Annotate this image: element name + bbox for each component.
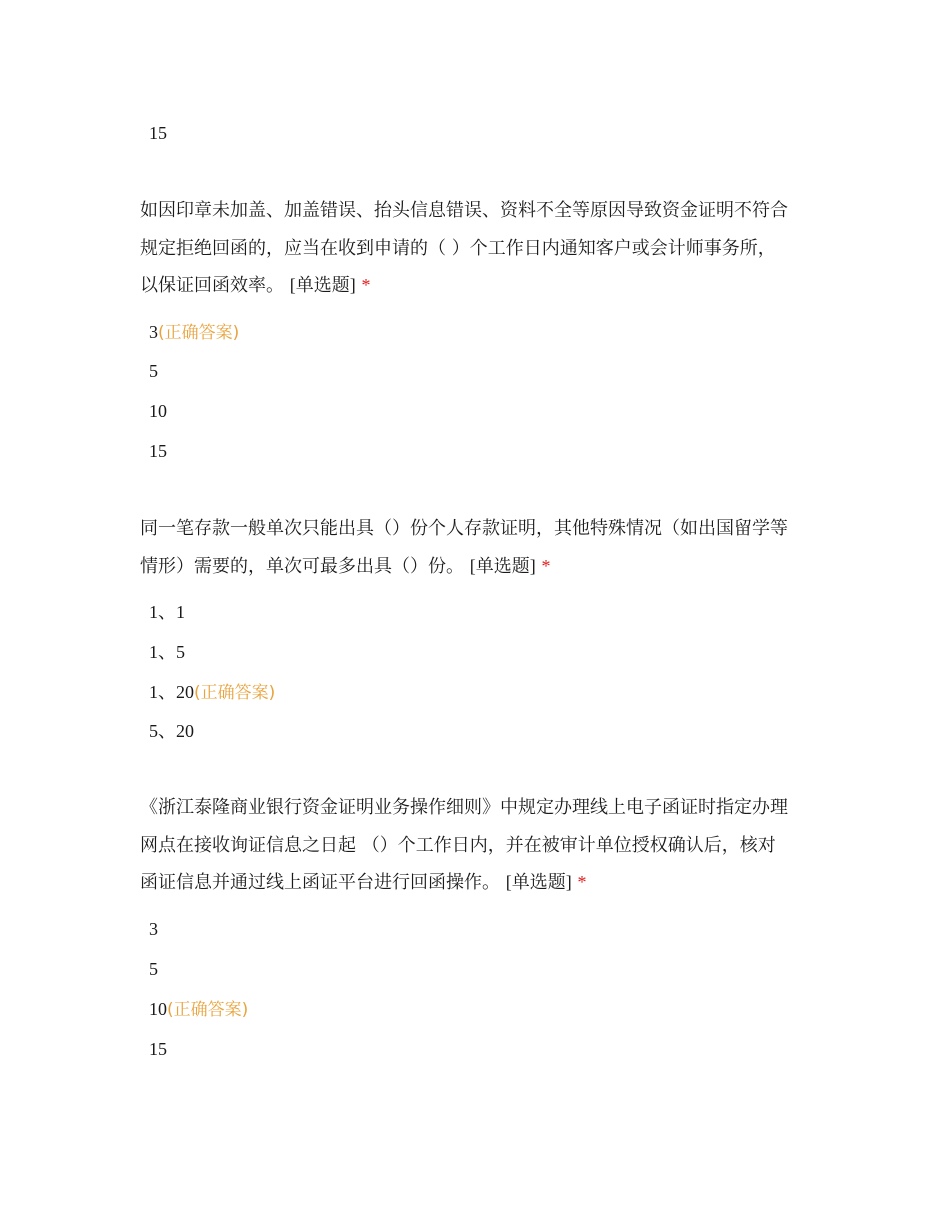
question-text-line: 《浙江泰隆商业银行资金证明业务操作细则》中规定办理线上电子函证时指定办理 (140, 797, 788, 818)
option-item (149, 640, 185, 664)
option-text: 3 (149, 322, 158, 342)
option-item (149, 439, 167, 463)
question-text-line: 规定拒绝回函的，应当在收到申请的（ ）个工作日内通知客户或会计师事务所， (140, 237, 776, 259)
option-item (149, 600, 185, 624)
option-item (149, 320, 239, 345)
correct-answer-label: (正确答案) (167, 1000, 249, 1020)
correct-answer-label: (正确答案) (158, 323, 240, 343)
option-text: 10 (149, 401, 167, 421)
question-text-line-last (140, 548, 820, 586)
question-text-line-last (140, 864, 820, 902)
option-text: 15 (149, 1039, 167, 1059)
option-text: 5 (149, 361, 158, 381)
question-text-fragment: 情形）需要的，单次可最多出具（）份。 (140, 555, 464, 577)
question-type-tag: [单选题] (289, 275, 356, 295)
option-text: 1、20 (149, 682, 194, 702)
option-item (149, 719, 194, 743)
option-item (149, 997, 248, 1022)
option-item (149, 1037, 167, 1061)
question-text-line: 网点在接收询证信息之日起 （）个工作日内，并在被审计单位授权确认后，核对 (140, 834, 776, 856)
question-type-tag: [单选题] (505, 872, 572, 892)
option-text: 1、1 (149, 602, 185, 622)
correct-answer-label: (正确答案) (194, 683, 276, 703)
option-text: 10 (149, 999, 167, 1019)
question-text-line: 同一笔存款一般单次只能出具（）份个人存款证明，其他特殊情况（如出国留学等 (140, 518, 788, 539)
question-1 (140, 192, 820, 305)
option-text: 15 (149, 441, 167, 461)
question-3 (140, 789, 820, 902)
required-mark: * (541, 555, 551, 576)
required-mark: * (361, 275, 371, 295)
question-text-fragment: 函证信息并通过线上函证平台进行回函操作。 (140, 872, 500, 893)
option-text: 5、20 (149, 721, 194, 741)
option-item (149, 399, 167, 423)
option-text: 5 (149, 959, 158, 979)
question-text-line: 如因印章未加盖、加盖错误、抬头信息错误、资料不全等原因导致资金证明不符合 (140, 200, 788, 221)
required-mark: * (577, 872, 587, 892)
option-item (149, 680, 275, 705)
option-text: 15 (149, 123, 167, 143)
question-text-line-last (140, 267, 820, 305)
option-item (149, 917, 158, 941)
option-item (149, 121, 167, 145)
option-text: 3 (149, 919, 158, 939)
option-text: 1、5 (149, 642, 185, 662)
question-2 (140, 510, 820, 585)
question-text-fragment: 以保证回函效率。 (140, 275, 284, 296)
question-type-tag: [单选题] (469, 555, 536, 576)
option-item (149, 359, 158, 383)
option-item (149, 957, 158, 981)
